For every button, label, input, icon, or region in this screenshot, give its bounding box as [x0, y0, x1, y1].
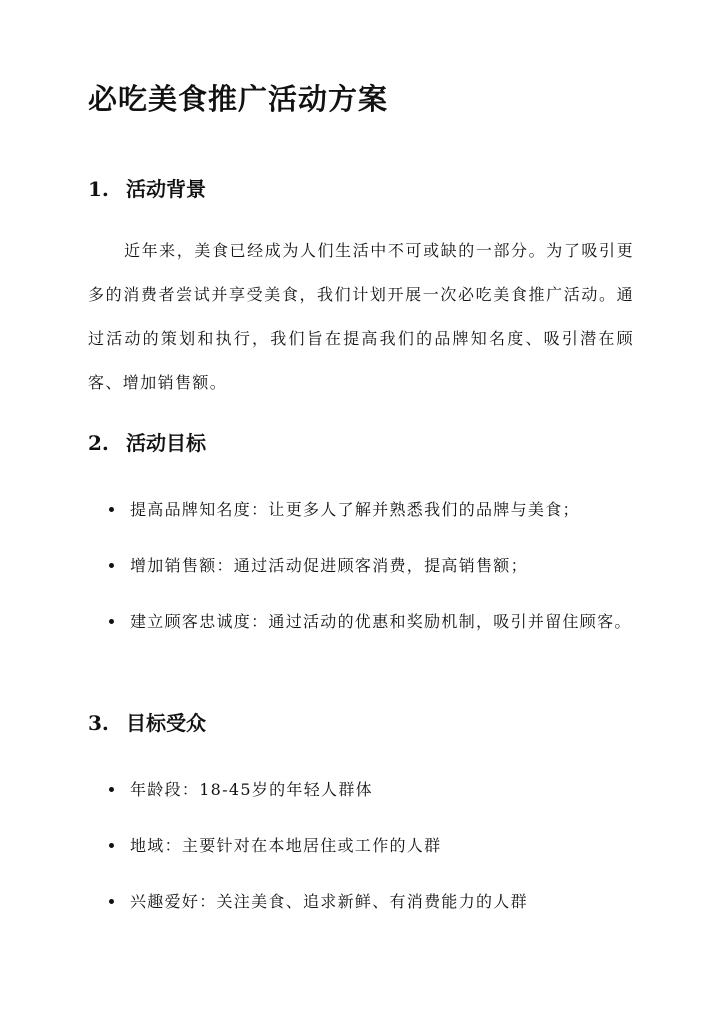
bullet-icon [109, 619, 114, 624]
section-number: 1. [88, 177, 109, 201]
list-item-text: 提高品牌知名度：让更多人了解并熟悉我们的品牌与美食； [130, 500, 580, 519]
section-title: 活动背景 [126, 177, 206, 201]
section-heading-goals [88, 430, 206, 456]
list-item [88, 488, 634, 532]
list-item [88, 768, 634, 812]
list-item-text: 年龄段：18-45岁的年轻人群体 [130, 780, 373, 799]
list-item-text: 增加销售额：通过活动促进顾客消费，提高销售额； [130, 556, 528, 575]
section-heading-background [88, 176, 206, 202]
bullet-icon [109, 787, 114, 792]
bullet-icon [109, 563, 114, 568]
list-item [88, 880, 634, 924]
bullet-icon [109, 843, 114, 848]
list-item [88, 544, 634, 588]
goals-list [88, 488, 634, 656]
list-item [88, 824, 634, 868]
list-item-text: 建立顾客忠诚度：通过活动的优惠和奖励机制，吸引并留住顾客。 [130, 612, 632, 631]
section-number: 3. [88, 711, 109, 735]
audience-list [88, 768, 634, 936]
list-item-text: 地域：主要针对在本地居住或工作的人群 [130, 836, 442, 855]
bullet-icon [109, 899, 114, 904]
list-item [88, 600, 634, 644]
section-title: 活动目标 [126, 431, 206, 455]
bullet-icon [109, 507, 114, 512]
background-paragraph: 近年来，美食已经成为人们生活中不可或缺的一部分。为了吸引更多的消费者尝试并享受美食，我们计划开展一次必吃美食推广活动。通过活动的策划和执行，我们旨在提高我们的品牌知名度、吸引潜在顾客、增加销售额。 [88, 241, 634, 392]
section-title: 目标受众 [126, 711, 206, 735]
list-item-text: 兴趣爱好：关注美食、追求新鲜、有消费能力的人群 [130, 892, 528, 911]
section-heading-audience [88, 710, 206, 736]
document-title: 必吃美食推广活动方案 [88, 82, 389, 116]
section-number: 2. [88, 431, 109, 455]
